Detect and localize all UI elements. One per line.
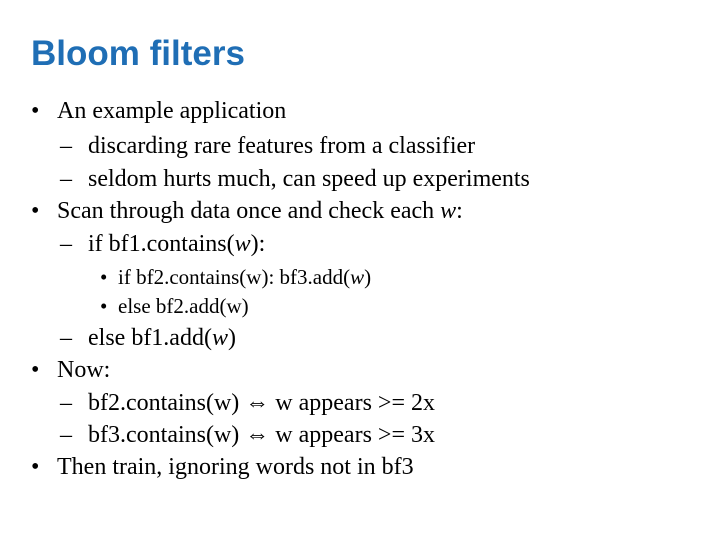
- sub-item-text: else bf1.add(: [88, 325, 212, 351]
- sub-item-text: if bf1.contains(: [88, 231, 235, 257]
- sub-item-text: discarding rare features from a classifier: [88, 133, 476, 159]
- bullet-marker: •: [31, 454, 40, 480]
- sub-sub-item-text: else bf2.add(w): [118, 294, 249, 318]
- bullet-item: [31, 357, 110, 384]
- sub-item: [60, 231, 265, 258]
- sub-item-text-end: ): [227, 325, 236, 351]
- sub-item: [60, 325, 236, 352]
- bullet-text: Scan through data once and check each: [57, 198, 441, 224]
- dash-marker: –: [60, 422, 72, 448]
- bullet-marker: •: [100, 265, 108, 289]
- bullet-text-end: :: [456, 198, 463, 224]
- bullet-marker: •: [31, 198, 40, 224]
- sub-sub-item: [100, 265, 371, 290]
- bullet-text: Now:: [57, 357, 111, 383]
- iff-arrow-icon: ⇔: [245, 422, 270, 448]
- dash-marker: –: [60, 231, 72, 257]
- sub-item: [60, 422, 435, 449]
- sub-item: [60, 390, 435, 417]
- bullet-marker: •: [100, 294, 108, 318]
- dash-marker: –: [60, 325, 72, 351]
- bullet-marker: •: [31, 98, 40, 124]
- bullet-item: [31, 454, 414, 481]
- sub-sub-item: [100, 294, 249, 319]
- sub-item-text: bf3.contains(w): [88, 422, 246, 448]
- sub-item-text-end: w appears >= 3x: [269, 422, 435, 448]
- sub-item-text: seldom hurts much, can speed up experiments: [88, 166, 530, 192]
- bullet-marker: •: [31, 357, 40, 383]
- variable-w: w: [211, 325, 228, 351]
- sub-item: [60, 133, 475, 160]
- bullet-item: [31, 98, 286, 125]
- iff-arrow-icon: ⇔: [245, 390, 270, 416]
- dash-marker: –: [60, 133, 72, 159]
- variable-w: w: [234, 231, 251, 257]
- sub-sub-item-text: if bf2.contains(w): bf3.add(: [118, 265, 351, 289]
- variable-w: w: [440, 198, 457, 224]
- bullet-item: [31, 198, 463, 225]
- variable-w: w: [350, 265, 365, 289]
- dash-marker: –: [60, 390, 72, 416]
- sub-item-text-end: ):: [250, 231, 266, 257]
- sub-item: [60, 166, 530, 193]
- sub-sub-item-text-end: ): [364, 265, 372, 289]
- dash-marker: –: [60, 166, 72, 192]
- sub-item-text-end: w appears >= 2x: [269, 390, 435, 416]
- bullet-text: An example application: [57, 98, 287, 124]
- bullet-text: Then train, ignoring words not in bf3: [57, 454, 414, 480]
- slide-title: Bloom filters: [31, 34, 245, 73]
- sub-item-text: bf2.contains(w): [88, 390, 246, 416]
